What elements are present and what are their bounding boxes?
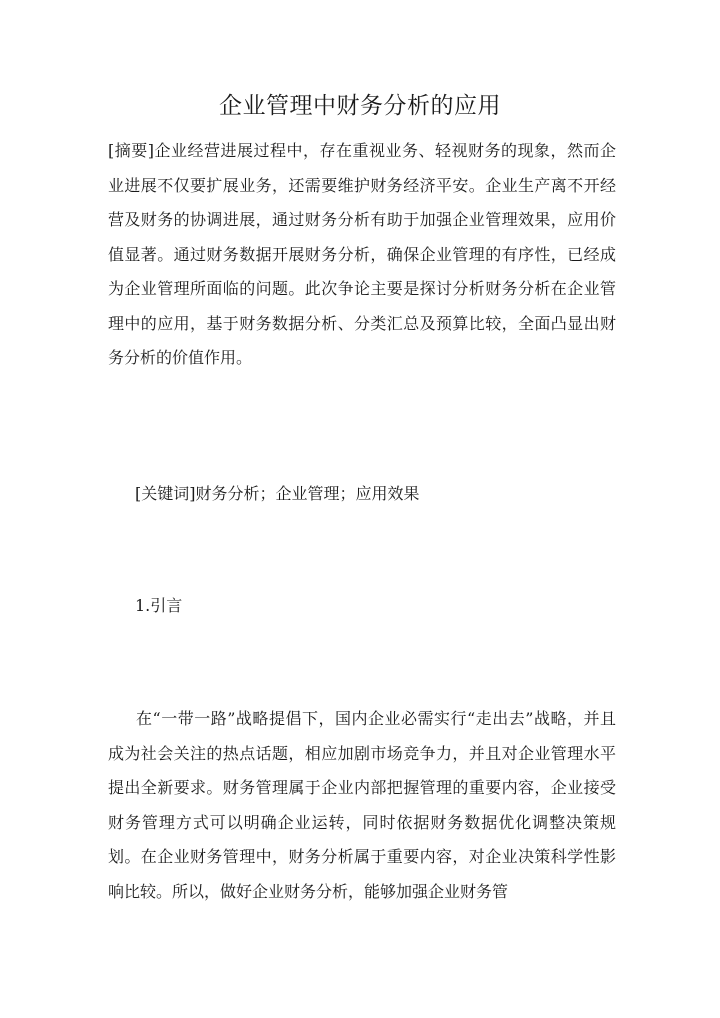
section-heading-introduction: 1.引言 bbox=[135, 596, 183, 615]
keywords-line: [关键词]财务分析；企业管理；应用效果 bbox=[135, 484, 420, 503]
introduction-paragraph: 在“一带一路”战略提倡下，国内企业必需实行“走出去”战略，并且成为社会关注的热点话题，相应加剧市场竞争力，并且对企业管理水平提出全新要求。财务管理属于企业内部把握管理的重要内容，企业接受财务管理方式可以明确企业运转，同时依据财务数据优化调整决策规划。在企业财务管理中，财务分析属于重要内容，对企业决策科学性影响比较。所以，做好企业财务分析，能够加强企业财务管 bbox=[108, 709, 616, 901]
document-title: 企业管理中财务分析的应用 bbox=[219, 93, 501, 119]
abstract-paragraph: [摘要]企业经营进展过程中，存在重视业务、轻视财务的现象，然而企业进展不仅要扩展业务，还需要维护财务经济平安。企业生产离不开经营及财务的协调进展，通过财务分析有助于加强企业管理效果，应用价值显著。通过财务数据开展财务分析，确保企业管理的有序性，已经成为企业管理所面临的问题。此次争论主要是探讨分析财务分析在企业管理中的应用，基于财务数据分析、分类汇总及预算比较，全面凸显出财务分析的价值作用。 bbox=[108, 141, 616, 367]
